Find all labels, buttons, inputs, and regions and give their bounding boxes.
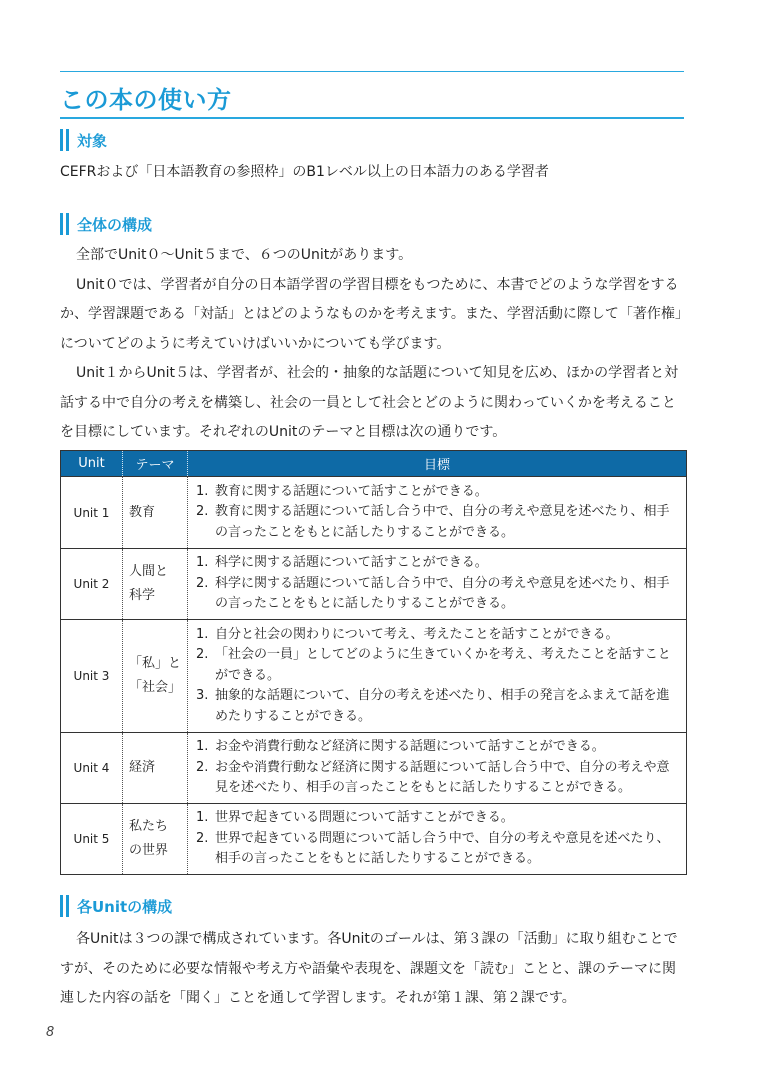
goal-item (196, 625, 680, 646)
goal-number: 1. (196, 555, 209, 571)
goal-number: 2. (196, 830, 209, 846)
table-row (61, 477, 687, 549)
goal-text: 抽象的な話題について、自分の考えを述べたり、相手の発言をふまえて話を進めたりすることができる。 (215, 688, 670, 724)
theme-line: 経済 (129, 760, 156, 775)
section-marker (60, 129, 69, 151)
goal-text: 自分と社会の関わりについて考え、考えたことを話すことができる。 (215, 626, 619, 642)
paragraph-line: についてどのように考えていけばいいかについても学びます。 (60, 335, 451, 352)
units-text-block (60, 925, 692, 1014)
goal-text: 世界で起きている問題について話すことができる。 (215, 810, 514, 826)
goal-text: お金や消費行動など経済に関する話題について話し合う中で、自分の考えや意見を述べたり、相手の言ったことをもとに話したりすることができる。 (215, 759, 670, 796)
table-row (61, 549, 687, 620)
title-rule (60, 117, 684, 119)
goal-number: 2. (196, 647, 209, 663)
goal-item (196, 574, 680, 615)
page-title: この本の使い方 (60, 86, 232, 114)
goal-text: 教育に関する話題について話し合う中で、自分の考えや意見を述べたり、相手の言ったことをもとに話したりすることができる。 (215, 504, 670, 540)
goal-text: 「社会の一員」としてどのように生きていくかを考え、考えたことを話すことができる。 (215, 647, 671, 683)
section-heading-units (60, 893, 172, 919)
paragraph-line: CEFRおよび「日本語教育の参照枠」のB1レベル以上の日本語力のある学習者 (60, 164, 549, 180)
goal-item (196, 758, 680, 799)
theme-cell (123, 733, 188, 804)
theme-line: 人間と (129, 564, 169, 579)
goal-item (196, 686, 680, 727)
section-heading-label: 全体の構成 (77, 215, 153, 234)
column-header-goal: 目標 (188, 451, 687, 477)
goal-number: 1. (196, 739, 209, 755)
top-rule (60, 71, 684, 72)
paragraph-line: 全部でUnit０～Unit５まで、６つのUnitがあります。 (76, 247, 413, 263)
theme-line: 「社会」 (129, 680, 182, 695)
theme-line: 科学 (129, 588, 156, 603)
goal-item (196, 502, 680, 543)
paragraph-line: 各Unitは３つの課で構成されています。各Unitのゴールは、第３課の「活動」に取り組むことで (76, 931, 678, 947)
table-row (61, 620, 687, 733)
unit-cell: Unit 4 (61, 733, 123, 804)
goal-item (196, 645, 680, 686)
section-marker (60, 895, 69, 917)
theme-cell (123, 620, 188, 733)
theme-line: の世界 (129, 843, 169, 858)
goal-number: 2. (196, 759, 209, 775)
structure-text-block (60, 241, 692, 448)
goal-item (196, 737, 680, 758)
paragraph-line: を目標にしています。それぞれのUnitのテーマと目標は次の通りです。 (60, 424, 507, 440)
goal-text: 科学に関する話題について話すことができる。 (215, 555, 488, 571)
column-header-theme: テーマ (123, 451, 188, 477)
goal-cell (188, 733, 687, 804)
goal-cell (188, 477, 687, 549)
unit-cell: Unit 1 (61, 477, 123, 549)
goal-text: 教育に関する話題について話すことができる。 (215, 483, 488, 499)
paragraph-line: 話する中で自分の考えを構築し、社会の一員として社会とどのように関わっていくかを考えること (60, 394, 676, 411)
goal-number: 1. (196, 810, 209, 826)
theme-line: 教育 (129, 504, 156, 520)
table-row (61, 804, 687, 875)
paragraph-line: Unit１からUnit５は、学習者が、社会的・抽象的な話題について知見を広め、ほかの学習者と対 (76, 365, 679, 381)
goal-item (196, 482, 680, 503)
goal-number: 1. (196, 483, 209, 499)
paragraph-line: か、学習課題である「対話」とはどのようなものかを考えます。また、学習活動に際して「著作権」 (60, 306, 689, 322)
paragraph-line: 連した内容の話を「聞く」ことを通して学習します。それが第１課、第２課です。 (60, 990, 576, 1006)
unit-cell: Unit 2 (61, 549, 123, 620)
section-marker (60, 213, 69, 235)
column-header-unit: Unit (61, 451, 123, 477)
goal-number: 1. (196, 626, 209, 642)
theme-line: 私たち (129, 819, 169, 834)
goal-item (196, 553, 680, 574)
paragraph-line: Unit０では、学習者が自分の日本語学習の学習目標をもつために、本書でどのような学習をする (76, 276, 679, 293)
goal-text: お金や消費行動など経済に関する話題について話すことができる。 (215, 739, 605, 755)
theme-cell (123, 549, 188, 620)
unit-cell: Unit 5 (61, 804, 123, 875)
goal-number: 2. (196, 504, 209, 520)
section-heading-label: 対象 (77, 131, 108, 150)
goal-number: 2. (196, 575, 209, 591)
goal-cell (188, 804, 687, 875)
section-heading-label: 各Unitの構成 (77, 897, 173, 916)
goal-text: 科学に関する話題について話し合う中で、自分の考えや意見を述べたり、相手の言ったことをもとに話したりすることができる。 (215, 575, 670, 612)
goal-cell (188, 620, 687, 733)
goal-cell (188, 549, 687, 620)
unit-cell: Unit 3 (61, 620, 123, 733)
goal-item (196, 829, 680, 870)
section-heading-target (60, 127, 107, 153)
theme-line: 「私」と (129, 656, 182, 671)
section-heading-structure (60, 211, 152, 237)
table-header-row (61, 451, 687, 477)
paragraph-line: すが、そのために必要な情報や考え方や語彙や表現を、課題文を「読む」ことと、課のテーマに関 (60, 960, 676, 977)
unit-goals-table (60, 450, 687, 875)
theme-cell (123, 804, 188, 875)
table-row (61, 733, 687, 804)
goal-item (196, 808, 680, 829)
page-number: 8 (46, 1025, 55, 1040)
target-text-block (60, 158, 692, 188)
goal-number: 3. (196, 688, 209, 704)
theme-cell (123, 477, 188, 549)
goal-text: 世界で起きている問題について話し合う中で、自分の考えや意見を述べたり、相手の言ったことをもとに話したりすることができる。 (215, 830, 670, 867)
